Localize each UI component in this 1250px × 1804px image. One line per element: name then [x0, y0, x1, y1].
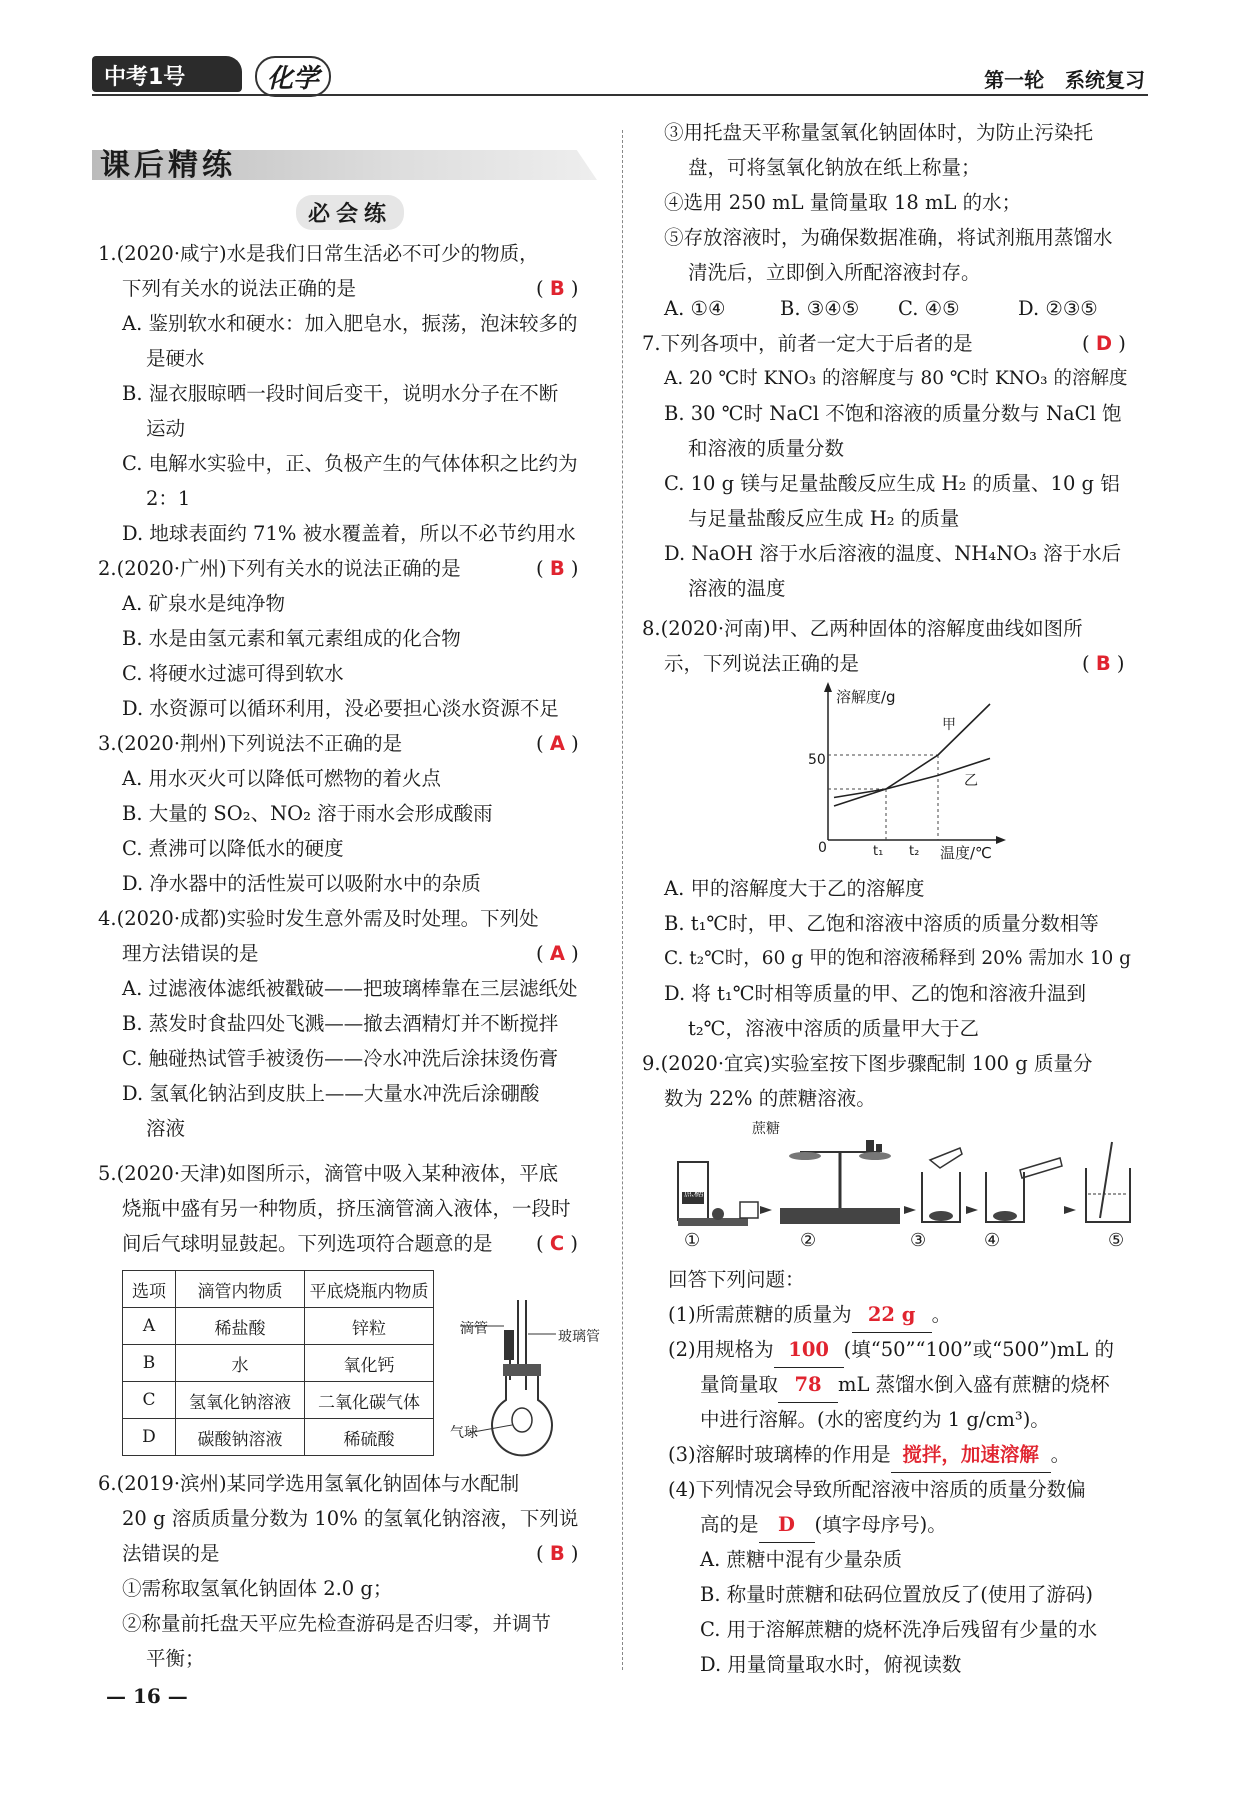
- table-cell: A: [123, 1308, 176, 1345]
- q2-answer: ( B ): [536, 557, 579, 580]
- q1-option-c-cont: 2：1: [146, 487, 191, 510]
- q7-option-d-cont: 溶液的温度: [688, 577, 786, 600]
- q8-stem-line1: 8.(2020·河南)甲、乙两种固体的溶解度曲线如图所: [642, 617, 1083, 640]
- q9-option-c: C. 用于溶解蔗糖的烧杯洗净后残留有少量的水: [700, 1618, 1098, 1641]
- q9-part2-answer-2: 78: [778, 1367, 838, 1403]
- q9-stem-line1: 9.(2020·宜宾)实验室按下图步骤配制 100 g 质量分: [642, 1052, 1093, 1075]
- header-brand: 中考1号: [104, 65, 186, 90]
- q6-statement-4: ④选用 250 mL 量筒量取 18 mL 的水；: [664, 191, 1022, 214]
- arrow-3: [966, 1206, 978, 1214]
- q2-option-c: C. 将硬水过滤可得到软水: [122, 662, 344, 685]
- weight-1: [866, 1140, 874, 1152]
- q3-option-c: C. 煮沸可以降低水的硬度: [122, 837, 344, 860]
- q3-stem: 3.(2020·荆州)下列说法不正确的是: [98, 732, 403, 755]
- q2-option-b: B. 水是由氢元素和氧元素组成的化合物: [122, 627, 461, 650]
- q6-option-a: A. ①④: [664, 297, 726, 320]
- q1-option-a: A. 鉴别软水和硬水：加入肥皂水，振荡，泡沫较多的: [122, 312, 578, 335]
- chart-guides: [828, 755, 938, 840]
- q6-option-c: C. ④⑤: [898, 297, 960, 320]
- q9-part2-answer-1: 100: [774, 1332, 844, 1368]
- q9-part4-line1: (4)下列情况会导致所配溶液中溶质的质量分数偏: [668, 1478, 1086, 1501]
- step-3: ③: [910, 1230, 927, 1251]
- dropper-bulb: [504, 1330, 514, 1360]
- label-bottle: 蔗糖: [684, 1188, 704, 1199]
- table-cell: D: [123, 1419, 176, 1456]
- q4-option-b: B. 蒸发时食盐四处飞溅——撤去酒精灯并不断搅拌: [122, 1012, 559, 1035]
- step-1: ①: [684, 1230, 701, 1251]
- q3-option-a: A. 用水灭火可以降低可燃物的着火点: [122, 767, 441, 790]
- step-4: ④: [984, 1230, 1001, 1251]
- q8-option-b: B. t₁℃时，甲、乙饱和溶液中溶质的质量分数相等: [664, 912, 1099, 935]
- q1-stem-line1: 1.(2020·咸宁)水是我们日常生活必不可少的物质，: [98, 242, 539, 265]
- y-axis-arrow: [824, 682, 832, 692]
- q6-statement-3: ③用托盘天平称量氢氧化钠固体时，为防止污染托: [664, 121, 1094, 144]
- q8-option-a: A. 甲的溶解度大于乙的溶解度: [664, 877, 925, 900]
- q1-option-b: B. 湿衣服晾晒一段时间后变干，说明水分子在不断: [122, 382, 559, 405]
- q6-option-b: B. ③④⑤: [780, 297, 860, 320]
- q6-statement-2-cont: 平衡；: [146, 1647, 205, 1670]
- q6-statement-5-cont: 清洗后，立即倒入所配溶液封存。: [688, 261, 981, 284]
- chart-tick-50: 50: [808, 752, 826, 768]
- q5-stem-line1: 5.(2020·天津)如图所示，滴管中吸入某种液体，平底: [98, 1162, 559, 1185]
- q6-option-d: D. ②③⑤: [1018, 297, 1098, 320]
- stopper: [503, 1364, 541, 1376]
- q9-stem-line2: 数为 22% 的蔗糖溶液。: [664, 1087, 876, 1110]
- chart-xlabel: 温度/℃: [940, 844, 992, 862]
- q4-option-a: A. 过滤液体滤纸被戳破——把玻璃棒靠在三层滤纸处: [122, 977, 578, 1000]
- q9-option-d: D. 用量筒量取水时，俯视读数: [700, 1653, 962, 1676]
- q8-stem-line2: 示，下列说法正确的是: [664, 652, 860, 675]
- q4-option-c: C. 触碰热试管手被烫伤——冷水冲洗后涂抹烫伤膏: [122, 1047, 559, 1070]
- q8-answer: ( B ): [1082, 652, 1125, 675]
- q9-part2-line2: 量筒量取 78 mL 蒸馏水倒入盛有蔗糖的烧杯: [700, 1367, 1110, 1403]
- q7-stem: 7.下列各项中，前者一定大于后者的是: [642, 332, 973, 355]
- arrow-4: [1064, 1206, 1076, 1214]
- label-sugar: 蔗糖: [752, 1121, 780, 1137]
- q9-part2-line3: 中进行溶解。(水的密度约为 1 g/cm³)。: [700, 1408, 1050, 1431]
- balance-base: [780, 1208, 900, 1224]
- q8-option-c: C. t₂℃时，60 g 甲的饱和溶液稀释到 20% 需加水 10 g: [664, 948, 1131, 969]
- sugar-pile: [712, 1208, 724, 1220]
- paper-pouring: [930, 1148, 962, 1168]
- step-2: ②: [800, 1230, 817, 1251]
- header-subject: 化学: [255, 56, 331, 97]
- beaker-5: [1086, 1168, 1130, 1222]
- q7-option-b-cont: 和溶液的质量分数: [688, 437, 845, 460]
- q6-statement-1: ①需称取氢氧化钠固体 2.0 g；: [122, 1577, 393, 1600]
- q5-options-table: [122, 1270, 434, 1456]
- x-axis-arrow: [996, 836, 1006, 844]
- q8-option-d-cont: t₂℃，溶液中溶质的质量甲大于乙: [688, 1017, 979, 1040]
- right-pan: [859, 1152, 891, 1160]
- chart-origin: 0: [818, 840, 827, 856]
- q4-answer: ( A ): [536, 942, 579, 965]
- table-row: [123, 1308, 434, 1345]
- table-cell: 氢氧化钠溶液: [176, 1382, 305, 1419]
- q4-stem-line2: 理方法错误的是: [122, 942, 259, 965]
- q7-option-d: D. NaOH 溶于水后溶液的温度、NH₄NO₃ 溶于水后: [664, 542, 1122, 565]
- q7-option-b: B. 30 ℃时 NaCl 不饱和溶液的质量分数与 NaCl 饱: [664, 402, 1122, 425]
- q5-answer: ( C ): [536, 1232, 578, 1255]
- table-cell: B: [123, 1345, 176, 1382]
- arrow-2: [904, 1206, 916, 1214]
- bench: [678, 1218, 748, 1226]
- page-number: — 16 —: [106, 1684, 188, 1708]
- column-divider: [622, 130, 623, 1670]
- q7-option-a: A. 20 ℃时 KNO₃ 的溶解度与 80 ℃时 KNO₃ 的溶解度: [664, 368, 1128, 389]
- section-title: 课后精练: [100, 148, 236, 183]
- q9-option-b: B. 称量时蔗糖和砝码位置放反了(使用了游码): [700, 1583, 1093, 1606]
- table-cell: 二氧化碳气体: [305, 1382, 434, 1419]
- q7-answer: ( D ): [1082, 332, 1126, 355]
- q9-prompt: 回答下列问题：: [668, 1268, 805, 1291]
- q9-part4-line2: 高的是 D (填字母序号)。: [700, 1507, 947, 1543]
- table-cell: 碳酸钠溶液: [176, 1419, 305, 1456]
- table-row: [123, 1382, 434, 1419]
- q1-answer: ( B ): [536, 277, 579, 300]
- graduated-cylinder: [1020, 1158, 1062, 1178]
- chart-ylabel: 溶解度/g: [836, 688, 896, 706]
- stopper-inverted: [740, 1202, 758, 1218]
- q5-stem-line3: 间后气球明显鼓起。下列选项符合题意的是: [122, 1232, 493, 1255]
- table-cell: C: [123, 1382, 176, 1419]
- label-balloon: 气球: [450, 1425, 478, 1441]
- step-5: ⑤: [1108, 1230, 1125, 1251]
- q6-statement-2: ②称量前托盘天平应先检查游码是否归零，并调节: [122, 1612, 552, 1635]
- q9-part1: (1)所需蔗糖的质量为 22 g 。: [668, 1297, 951, 1333]
- weight-2: [876, 1144, 882, 1152]
- table-cell: 水: [176, 1345, 305, 1382]
- q1-option-d: D. 地球表面约 71% 被水覆盖着，所以不必节约用水: [122, 522, 576, 545]
- q6-stem-line2: 20 g 溶质质量分数为 10% 的氢氧化钠溶液，下列说: [122, 1507, 579, 1530]
- q1-stem-line2: 下列有关水的说法正确的是: [122, 277, 357, 300]
- arrow-1: [760, 1206, 772, 1214]
- header-right-title: 第一轮 系统复习: [984, 68, 1145, 92]
- header-rule: [92, 94, 1148, 96]
- balloon: [512, 1408, 532, 1432]
- table-cell: 稀硫酸: [305, 1419, 434, 1456]
- q9-part2-line1: (2)用规格为 100 (填“50”“100”或“500”)mL 的: [668, 1332, 1114, 1368]
- chart-series-label-yi: 乙: [964, 773, 978, 789]
- chart-t1: t₁: [873, 844, 884, 859]
- label-dropper: 滴管: [460, 1321, 488, 1337]
- q6-statement-5: ⑤存放溶液时，为确保数据准确，将试剂瓶用蒸馏水: [664, 226, 1113, 249]
- q6-stem-line3: 法错误的是: [122, 1542, 220, 1565]
- table-row: [123, 1419, 434, 1456]
- q6-stem-line1: 6.(2019·滨州)某同学选用氢氧化钠固体与水配制: [98, 1472, 520, 1495]
- q1-option-b-cont: 运动: [146, 417, 186, 440]
- q8-option-d: D. 将 t₁℃时相等质量的甲、乙的饱和溶液升温到: [664, 982, 1087, 1005]
- flask-outline: [492, 1368, 552, 1455]
- q6-statement-3-cont: 盘，可将氢氧化钠放在纸上称量；: [688, 156, 981, 179]
- table-header-row: [123, 1271, 434, 1308]
- q3-answer: ( A ): [536, 732, 579, 755]
- q6-answer: ( B ): [536, 1542, 579, 1565]
- q1-option-c: C. 电解水实验中，正、负极产生的气体体积之比约为: [122, 452, 578, 475]
- table-cell: 氧化钙: [305, 1345, 434, 1382]
- table-header-cell: 平底烧瓶内物质: [305, 1271, 434, 1308]
- q9-part3-answer: 搅拌，加速溶解: [891, 1437, 1051, 1473]
- q2-option-a: A. 矿泉水是纯净物: [122, 592, 285, 615]
- q2-option-d: D. 水资源可以循环利用，没必要担心淡水资源不足: [122, 697, 559, 720]
- q1-option-a-cont: 是硬水: [146, 347, 205, 370]
- table-header-cell: 滴管内物质: [176, 1271, 305, 1308]
- table-header-cell: 选项: [123, 1271, 176, 1308]
- chart-series-label-jia: 甲: [942, 717, 956, 733]
- chart-t2: t₂: [909, 844, 920, 859]
- q4-option-d-cont: 溶液: [146, 1117, 186, 1140]
- q9-part4-answer: D: [759, 1507, 815, 1543]
- glass-rod: [1100, 1142, 1112, 1218]
- table-row: [123, 1345, 434, 1382]
- subsection-title: 必会练: [296, 195, 404, 230]
- label-glass-tube: 玻璃管: [558, 1329, 600, 1345]
- sugar-in-beaker-4: [993, 1211, 1017, 1221]
- table-cell: 锌粒: [305, 1308, 434, 1345]
- q7-option-c-cont: 与足量盐酸反应生成 H₂ 的质量: [688, 507, 960, 530]
- q3-option-b: B. 大量的 SO₂、NO₂ 溶于雨水会形成酸雨: [122, 802, 493, 825]
- q4-option-d: D. 氢氧化钠沾到皮肤上——大量水冲洗后涂硼酸: [122, 1082, 540, 1105]
- q2-stem: 2.(2020·广州)下列有关水的说法正确的是: [98, 557, 461, 580]
- q7-option-c: C. 10 g 镁与足量盐酸反应生成 H₂ 的质量、10 g 铝: [664, 472, 1120, 495]
- q9-part3: (3)溶解时玻璃棒的作用是 搅拌，加速溶解 。: [668, 1437, 1070, 1473]
- left-pan: [789, 1152, 821, 1160]
- sugar-in-beaker: [929, 1211, 953, 1221]
- q4-stem-line1: 4.(2020·成都)实验时发生意外需及时处理。下列处: [98, 907, 539, 930]
- table-cell: 稀盐酸: [176, 1308, 305, 1345]
- q5-stem-line2: 烧瓶中盛有另一种物质，挤压滴管滴入液体，一段时: [122, 1197, 571, 1220]
- q9-option-a: A. 蔗糖中混有少量杂质: [700, 1548, 902, 1571]
- q3-option-d: D. 净水器中的活性炭可以吸附水中的杂质: [122, 872, 481, 895]
- q9-part1-answer: 22 g: [852, 1297, 932, 1333]
